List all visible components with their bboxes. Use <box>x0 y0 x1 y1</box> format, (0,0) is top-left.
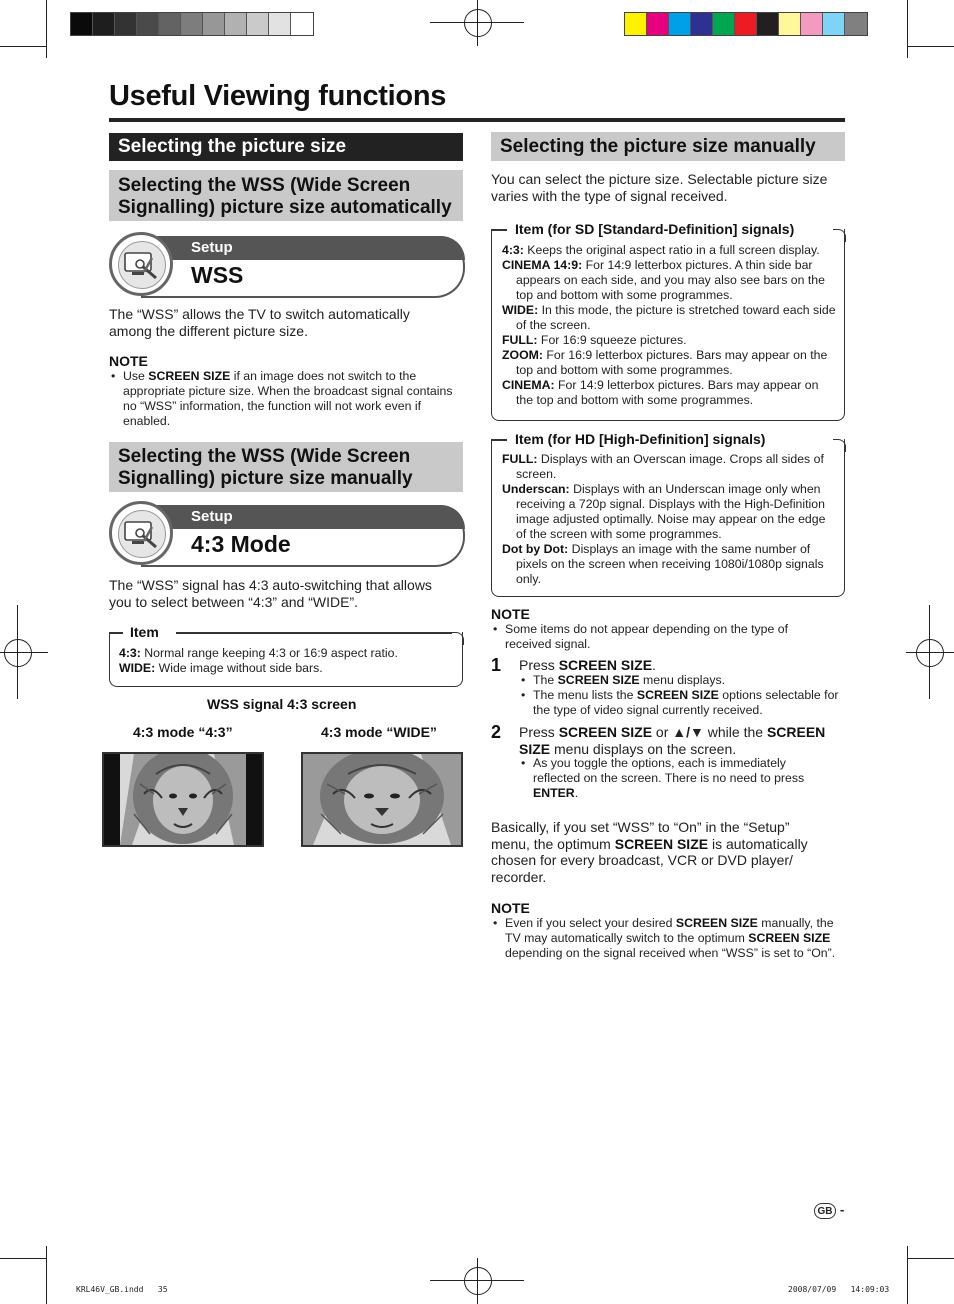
menu-item-label: 4:3 Mode <box>191 531 291 557</box>
item-box-hd <box>491 431 845 597</box>
figure-label-43: 4:3 mode “4:3” <box>133 724 233 740</box>
note-bullet: • Some items do not appear depending on the type of received signal. <box>491 622 821 652</box>
wss-description: The “WSS” allows the TV to switch automatically among the different picture size. <box>109 306 410 339</box>
manual-intro: You can select the picture size. Selectable picture size varies with the type of signal received. <box>491 171 828 204</box>
footer-timestamp: 2008/07/09 14:09:03 <box>788 1285 890 1294</box>
setup-tools-icon <box>122 248 162 282</box>
color-swatch <box>823 13 845 35</box>
item-box-title: Item <box>126 624 163 640</box>
step-number: 2 <box>491 722 502 742</box>
section-header-text: Selecting the picture size <box>118 136 347 157</box>
grayscale-swatch <box>269 13 291 35</box>
color-swatch <box>779 13 801 35</box>
color-calibration-bar <box>624 12 868 36</box>
note-heading: NOTE <box>491 606 530 622</box>
item-definition: WIDE: In this mode, the picture is stretched toward each side of the screen. <box>502 303 836 332</box>
item-box-title: Item (for HD [High-Definition] signals) <box>509 431 771 447</box>
item-definition: CINEMA: For 14:9 letterbox pictures. Bars may appear on the top and bottom with some programmes. <box>502 378 819 407</box>
grayscale-swatch <box>159 13 181 35</box>
color-swatch <box>757 13 779 35</box>
item-definition: CINEMA 14:9: For 14:9 letterbox pictures. A thin side bar appears on each side, and you may also see bars on the top and bottom with some programmes. <box>502 258 825 302</box>
tv-screen-43-mode <box>102 752 264 847</box>
step-bullet: • The SCREEN SIZE menu displays. <box>519 673 845 688</box>
grayscale-swatch <box>115 13 137 35</box>
grayscale-calibration-bar <box>70 12 314 36</box>
title-rule <box>109 118 845 122</box>
note-heading: NOTE <box>491 900 530 916</box>
color-swatch <box>669 13 691 35</box>
grayscale-swatch <box>71 13 93 35</box>
color-swatch <box>845 13 867 35</box>
grayscale-swatch <box>291 13 313 35</box>
tv-screen-wide-mode <box>301 752 463 847</box>
item-box-title: Item (for SD [Standard-Definition] signals) <box>509 221 800 237</box>
figure-label-wide: 4:3 mode “WIDE” <box>321 724 437 740</box>
wss-summary: Basically, if you set “WSS” to “On” in the “Setup” menu, the optimum SCREEN SIZE is automatically chosen for every broadcast, VCR or DVD player/ recorder. <box>491 819 808 885</box>
footer-file-info: KRL46V_GB.indd 35 <box>76 1285 168 1294</box>
section-header-picture-size <box>109 133 463 161</box>
setup-tools-icon <box>122 517 162 551</box>
menu-item-label: WSS <box>191 262 244 288</box>
page-dash: - <box>840 1202 845 1217</box>
lion-image <box>104 754 262 845</box>
color-swatch <box>647 13 669 35</box>
menu-path-43-mode <box>109 505 465 565</box>
subsection-header-text: Selecting the WSS (Wide Screen Signalling) picture size automatically <box>118 175 452 218</box>
43-mode-description: The “WSS” signal has 4:3 auto-switching that allows you to select between “4:3” and “WIDE”. <box>109 577 432 610</box>
color-swatch <box>691 13 713 35</box>
lion-image <box>303 754 461 845</box>
grayscale-swatch <box>247 13 269 35</box>
figure-caption: WSS signal 4:3 screen <box>207 696 357 712</box>
grayscale-swatch <box>137 13 159 35</box>
subsection-header-wss-auto <box>109 170 463 221</box>
grayscale-swatch <box>93 13 115 35</box>
item-definition: 4:3: Keeps the original aspect ratio in a full screen display. <box>502 243 820 257</box>
item-definition: Dot by Dot: Displays an image with the same number of pixels on the screen when receiving 1080i/1080p signals only. <box>502 542 824 586</box>
color-swatch <box>713 13 735 35</box>
item-definition: ZOOM: For 16:9 letterbox pictures. Bars may appear on the top and bottom with some programmes. <box>502 348 828 377</box>
color-swatch <box>625 13 647 35</box>
subsection-header-text: Selecting the WSS (Wide Screen Signalling) picture size manually <box>118 446 413 489</box>
item-box-43-mode <box>109 624 463 687</box>
grayscale-swatch <box>225 13 247 35</box>
step-bullet: • As you toggle the options, each is immediately reflected on the screen. There is no need to press ENTER. <box>519 756 829 801</box>
page-title: Useful Viewing functions <box>109 80 447 112</box>
note-heading: NOTE <box>109 353 148 369</box>
color-swatch <box>801 13 823 35</box>
item-definition: WIDE: Wide image without side bars. <box>119 661 323 675</box>
grayscale-swatch <box>181 13 203 35</box>
menu-category-label: Setup <box>191 508 233 525</box>
step-instruction: Press SCREEN SIZE or ▲/▼ while the SCREEN SIZE menu displays on the screen. <box>519 724 826 757</box>
item-definition: FULL: For 16:9 squeeze pictures. <box>502 333 687 347</box>
item-definition: FULL: Displays with an Overscan image. Crops all sides of screen. <box>502 452 824 481</box>
up-down-arrow-icon: ▲/▼ <box>672 724 704 740</box>
section-header-text: Selecting the picture size manually <box>500 135 816 157</box>
note-bullet: • Even if you select your desired SCREEN SIZE manually, the TV may automatically switch to the optimum SCREEN SIZE depending on the signal received when “WSS” is set to “On”. <box>491 916 845 961</box>
step-bullet: • The menu lists the SCREEN SIZE options selectable for the type of video signal currently received. <box>519 688 845 718</box>
grayscale-swatch <box>203 13 225 35</box>
item-definition: 4:3: Normal range keeping 4:3 or 16:9 aspect ratio. <box>119 646 398 660</box>
item-box-sd <box>491 221 845 421</box>
menu-path-wss <box>109 236 465 296</box>
note-bullet: • Use SCREEN SIZE if an image does not switch to the appropriate picture size. When the broadcast signal contains no “WSS” information, the function will not work even if enabled. <box>109 369 454 429</box>
color-swatch <box>735 13 757 35</box>
section-header-manual <box>491 132 845 161</box>
language-badge: GB <box>814 1203 836 1219</box>
item-definition: Underscan: Displays with an Underscan image only when receiving a 720p signal. Displays with the High-Definition image adjusted optimally. Noise may appear on the edge of the screen with some programmes. <box>502 482 826 541</box>
subsection-header-wss-manual <box>109 442 463 492</box>
step-instruction: Press SCREEN SIZE. <box>519 657 656 673</box>
menu-category-label: Setup <box>191 239 233 256</box>
step-number: 1 <box>491 655 502 675</box>
